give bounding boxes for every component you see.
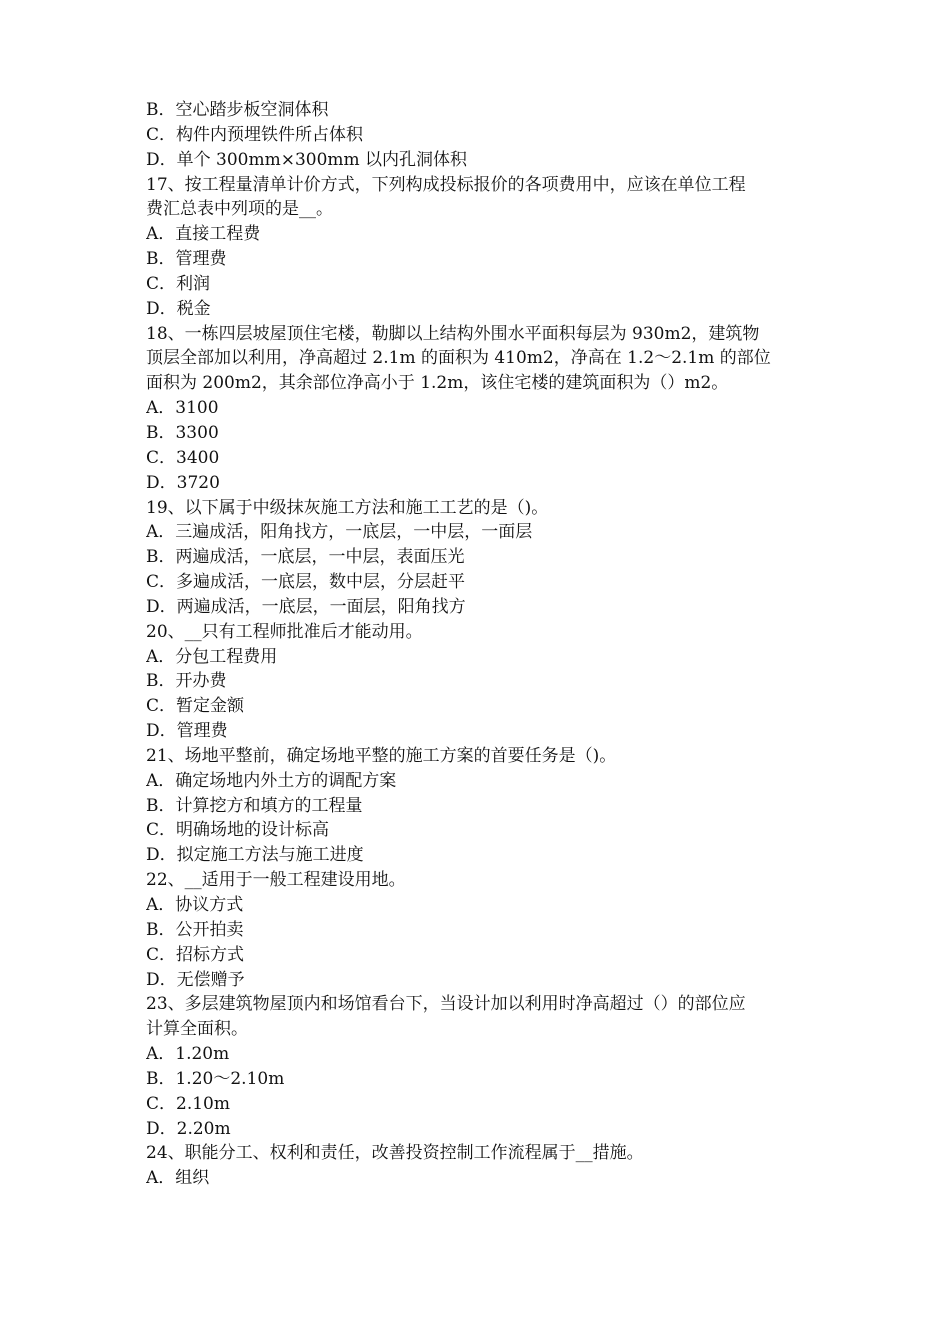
question-18-line: 18、一栋四层坡屋顶住宅楼，勒脚以上结构外围水平面积每层为 930m2，建筑物 — [146, 323, 760, 344]
option-line: A．组织 — [146, 1168, 210, 1189]
option-line: A．三遍成活，阳角找方，一底层，一中层，一面层 — [146, 522, 533, 543]
option-line: B．1.20～2.10m — [146, 1068, 285, 1089]
question-19-line: 19、以下属于中级抹灰施工方法和施工工艺的是（)。 — [146, 497, 549, 518]
option-line: B．管理费 — [146, 249, 227, 270]
option-line: C．2.10m — [146, 1093, 230, 1114]
question-20-line: 20、__只有工程师批准后才能动用。 — [146, 621, 423, 642]
question-21-line: 21、场地平整前，确定场地平整的施工方案的首要任务是（)。 — [146, 745, 617, 766]
option-line: A．1.20m — [146, 1044, 230, 1065]
document-page — [146, 98, 826, 1191]
option-line: D．拟定施工方法与施工进度 — [146, 845, 364, 866]
option-line: A．确定场地内外土方的调配方案 — [146, 770, 397, 791]
text-line: 面积为 200m2，其余部位净高小于 1.2m，该住宅楼的建筑面积为（）m2。 — [146, 373, 729, 394]
option-line: B．开办费 — [146, 671, 227, 692]
option-line: C．招标方式 — [146, 944, 245, 965]
question-24-line: 24、职能分工、权利和责任，改善投资控制工作流程属于__措施。 — [146, 1143, 644, 1164]
option-line: C．明确场地的设计标高 — [146, 820, 330, 841]
text-line: 计算全面积。 — [146, 1019, 248, 1040]
question-17-line: 17、按工程量清单计价方式，下列构成投标报价的各项费用中，应该在单位工程 — [146, 174, 746, 195]
option-line: A．3100 — [146, 398, 219, 419]
option-line: B．3300 — [146, 422, 219, 443]
option-line: D．无偿赠予 — [146, 969, 245, 990]
option-line: C．多遍成活，一底层，数中层，分层赶平 — [146, 572, 466, 593]
option-line: A．分包工程费用 — [146, 646, 278, 667]
option-line: C．暂定金额 — [146, 696, 245, 717]
option-line: B．计算挖方和填方的工程量 — [146, 795, 363, 816]
option-line: B．公开拍卖 — [146, 919, 244, 940]
option-line: C．利润 — [146, 273, 211, 294]
text-line: D．单个 300mm×300mm 以内孔洞体积 — [146, 149, 468, 170]
option-line: D．2.20m — [146, 1118, 231, 1139]
text-line: 费汇总表中列项的是__。 — [146, 199, 333, 220]
option-line: B．两遍成活，一底层，一中层，表面压光 — [146, 547, 465, 568]
option-line: A．直接工程费 — [146, 224, 261, 245]
text-line: B．空心踏步板空洞体积 — [146, 100, 329, 120]
option-line: C．3400 — [146, 447, 220, 468]
text-line: 顶层全部加以利用，净高超过 2.1m 的面积为 410m2，净高在 1.2～2.1m 的部位 — [146, 348, 771, 369]
question-23-line: 23、多层建筑物屋顶内和场馆看台下，当设计加以利用时净高超过（）的部位应 — [146, 994, 746, 1015]
option-line: D．3720 — [146, 472, 220, 493]
text-line: C．构件内预埋铁件所占体积 — [146, 124, 364, 145]
option-line: A．协议方式 — [146, 895, 244, 915]
question-22-line: 22、__适用于一般工程建设用地。 — [146, 870, 406, 891]
option-line: D．管理费 — [146, 721, 228, 742]
option-line: D．税金 — [146, 298, 211, 319]
option-line: D．两遍成活，一底层，一面层，阳角找方 — [146, 596, 466, 617]
